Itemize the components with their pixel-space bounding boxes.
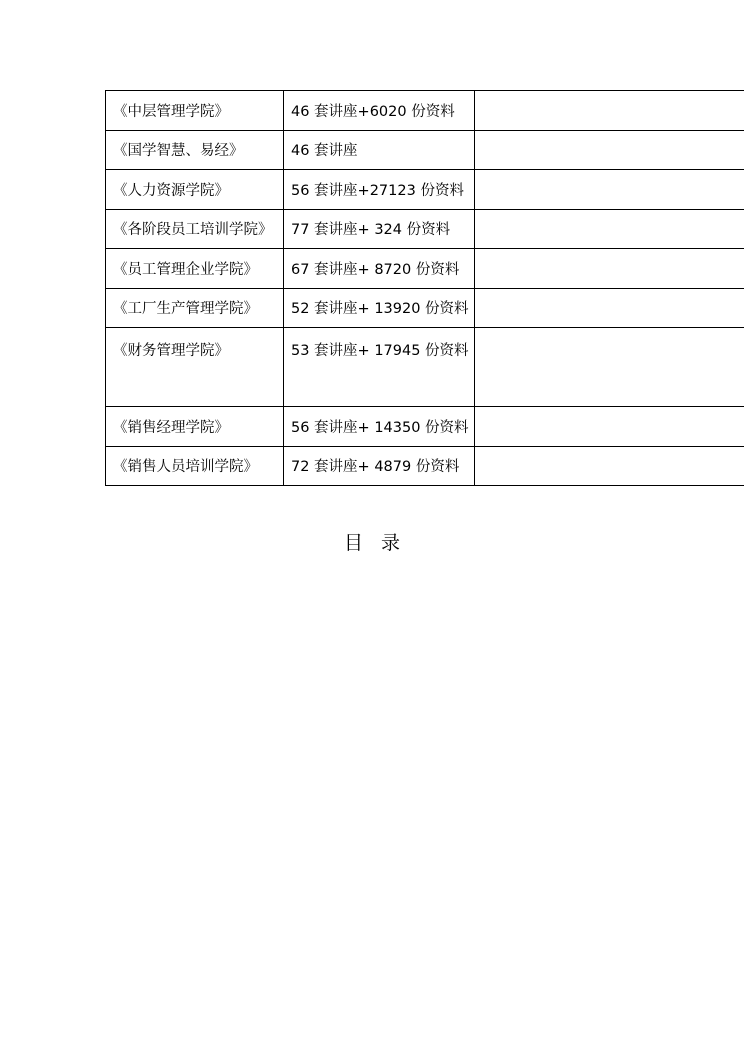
course-name-cell: 《员工管理企业学院》 xyxy=(106,249,284,289)
table-row xyxy=(106,249,744,289)
note-cell xyxy=(475,288,744,328)
table-row xyxy=(106,288,744,328)
course-catalog-table xyxy=(105,90,744,486)
course-name-cell: 《销售经理学院》 xyxy=(106,407,284,447)
table-row xyxy=(106,209,744,249)
table-row xyxy=(106,407,744,447)
course-content-cell: 67 套讲座+ 8720 份资料 xyxy=(284,249,475,289)
note-cell xyxy=(475,328,744,407)
note-cell xyxy=(475,209,744,249)
course-content-cell: 52 套讲座+ 13920 份资料 xyxy=(284,288,475,328)
course-name-cell: 《国学智慧、易经》 xyxy=(106,130,284,170)
course-name-cell: 《各阶段员工培训学院》 xyxy=(106,209,284,249)
course-content-cell: 46 套讲座+6020 份资料 xyxy=(284,91,475,131)
table-row xyxy=(106,130,744,170)
note-cell xyxy=(475,407,744,447)
toc-heading: 目录 xyxy=(343,532,418,554)
table-row xyxy=(106,446,744,486)
course-name-cell: 《销售人员培训学院》 xyxy=(106,446,284,486)
note-cell xyxy=(475,130,744,170)
course-name-cell: 《人力资源学院》 xyxy=(106,170,284,210)
course-name-cell: 《财务管理学院》 xyxy=(106,328,284,407)
course-name-cell: 《工厂生产管理学院》 xyxy=(106,288,284,328)
table-row xyxy=(106,91,744,131)
note-cell xyxy=(475,91,744,131)
course-content-cell: 53 套讲座+ 17945 份资料 xyxy=(284,328,475,407)
course-content-cell: 46 套讲座 xyxy=(284,130,475,170)
table-row xyxy=(106,328,744,407)
course-content-cell: 72 套讲座+ 4879 份资料 xyxy=(284,446,475,486)
course-name-cell: 《中层管理学院》 xyxy=(106,91,284,131)
course-content-cell: 77 套讲座+ 324 份资料 xyxy=(284,209,475,249)
table-row xyxy=(106,170,744,210)
note-cell xyxy=(475,446,744,486)
note-cell xyxy=(475,170,744,210)
course-content-cell: 56 套讲座+27123 份资料 xyxy=(284,170,475,210)
note-cell xyxy=(475,249,744,289)
course-content-cell: 56 套讲座+ 14350 份资料 xyxy=(284,407,475,447)
